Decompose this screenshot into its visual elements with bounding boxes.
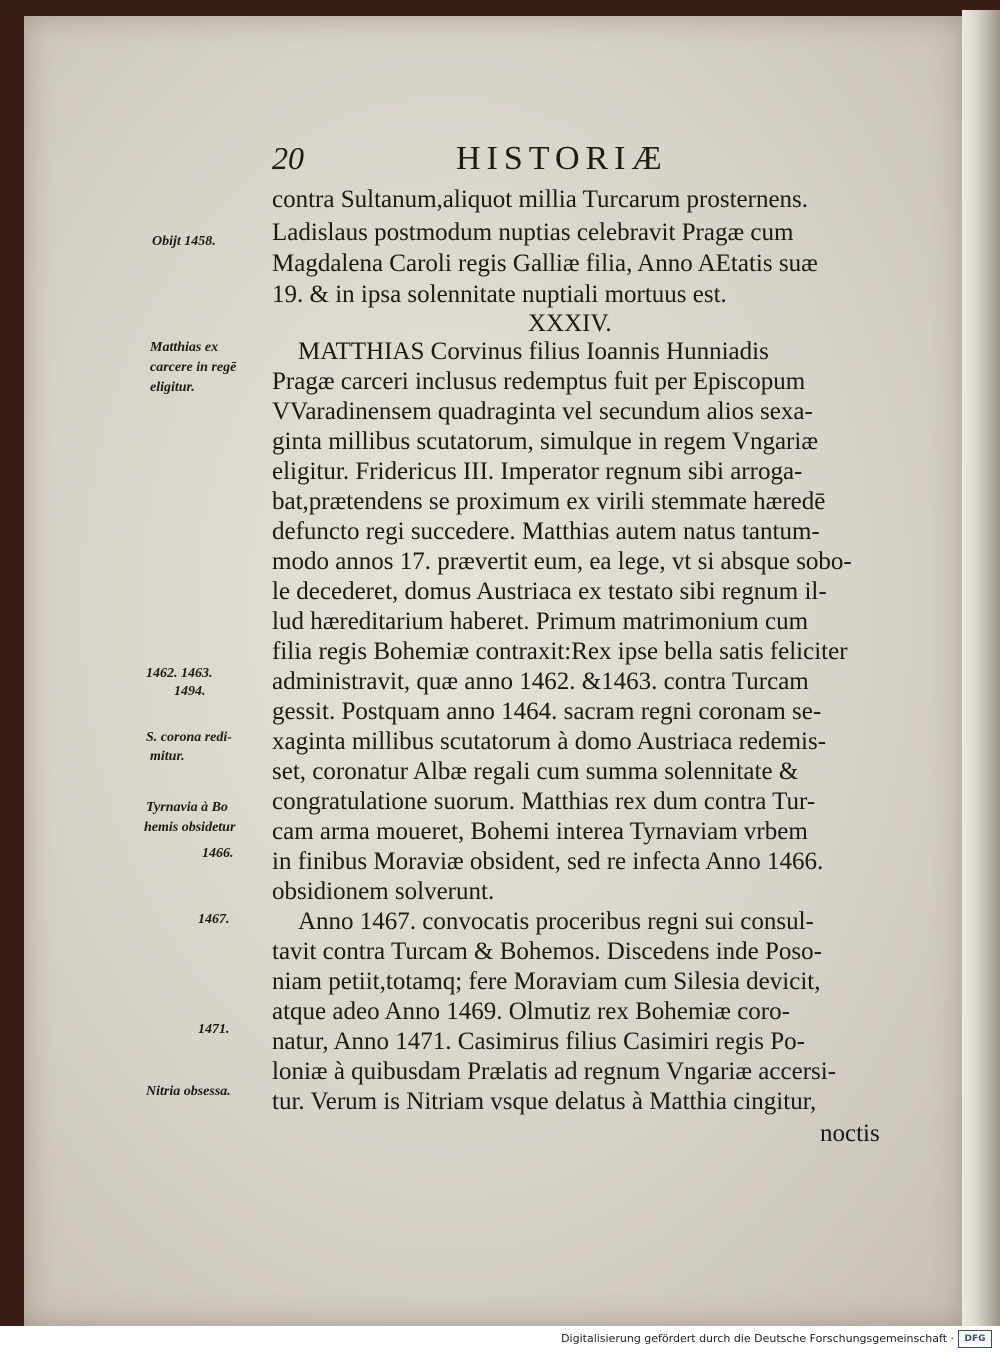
marginal-note: carcere in regē bbox=[150, 360, 237, 375]
text-line: eligitur. Fridericus III. Imperator regnum sibi arroga- bbox=[272, 458, 803, 485]
text-line: cam arma moueret, Bohemi interea Tyrnaviam vrbem bbox=[272, 818, 808, 845]
text-line: 19. & in ipsa solennitate nuptiali mortuus est. bbox=[272, 281, 727, 308]
text-line: MATTHIAS Corvinus filius Ioannis Hunniadis bbox=[298, 338, 769, 365]
text-line: administravit, quæ anno 1462. &1463. contra Turcam bbox=[272, 668, 809, 695]
text-line: le decederet, domus Austriaca ex testato sibi regnum il- bbox=[272, 578, 827, 605]
marginal-note: S. corona redi- bbox=[146, 730, 232, 745]
text-line: lud hæreditarium haberet. Primum matrimonium cum bbox=[272, 608, 809, 635]
text-line: congratulatione suorum. Matthias rex dum contra Tur- bbox=[272, 788, 816, 815]
marginal-note: eligitur. bbox=[150, 380, 195, 395]
text-line: obsidionem solverunt. bbox=[272, 878, 495, 905]
text-line: in finibus Moraviæ obsident, sed re infecta Anno 1466. bbox=[272, 848, 824, 875]
marginal-note: Nitria obsessa. bbox=[146, 1084, 231, 1099]
text-line: natur, Anno 1471. Casimirus filius Casimiri regis Po- bbox=[272, 1028, 806, 1055]
text-line: contra Sultanum,aliquot millia Turcarum prosternens. bbox=[272, 186, 809, 213]
text-line: atque adeo Anno 1469. Olmutiz rex Bohemiæ coro- bbox=[272, 998, 790, 1025]
running-title: HISTORIÆ bbox=[456, 140, 668, 177]
footer-bar bbox=[0, 1326, 1000, 1352]
text-line: tavit contra Turcam & Bohemos. Discedens inde Poso- bbox=[272, 938, 822, 965]
text-line: set, coronatur Albæ regali cum summa solennitate & bbox=[272, 758, 799, 785]
text-line: loniæ à quibusdam Prælatis ad regnum Vngariæ accersi- bbox=[272, 1058, 837, 1085]
marginal-note: 1494. bbox=[174, 684, 206, 699]
text-line: ginta millibus scutatorum, simulque in regem Vngariæ bbox=[272, 428, 818, 455]
marginal-note: Obijt 1458. bbox=[152, 234, 216, 249]
text-line: bat,prætendens se proximum ex virili stemmate hæredē bbox=[272, 488, 826, 515]
marginal-note: 1471. bbox=[198, 1022, 230, 1037]
text-line: defuncto regi succedere. Matthias autem natus tantum- bbox=[272, 518, 820, 545]
catchword: noctis bbox=[820, 1120, 880, 1147]
text-line: Pragæ carceri inclusus redemptus fuit per Episcopum bbox=[272, 368, 806, 395]
marginal-note: Tyrnavia à Bo bbox=[146, 800, 228, 815]
marginal-note: 1462. 1463. bbox=[146, 666, 213, 681]
text-line: Anno 1467. convocatis proceribus regni sui consul- bbox=[298, 908, 814, 935]
text-line: gessit. Postquam anno 1464. sacram regni coronam se- bbox=[272, 698, 822, 725]
text-line: tur. Verum is Nitriam vsque delatus à Matthia cingitur, bbox=[272, 1088, 817, 1115]
page-number: 20 bbox=[272, 140, 304, 176]
text-line: niam petiit,totamq; fere Moraviam cum Silesia devicit, bbox=[272, 968, 821, 995]
text-line: filia regis Bohemiæ contraxit:Rex ipse bella satis feliciter bbox=[272, 638, 848, 665]
dfg-logo: DFG bbox=[958, 1330, 992, 1348]
facing-page-edge bbox=[962, 10, 1000, 1330]
marginal-note: mitur. bbox=[150, 749, 185, 764]
footer-credit: Digitalisierung gefördert durch die Deutsche Forschungsgemeinschaft · bbox=[561, 1332, 954, 1345]
marginal-note: hemis obsidetur bbox=[144, 820, 236, 835]
marginal-note: 1466. bbox=[202, 846, 234, 861]
text-line: VVaradinensem quadraginta vel secundum alios sexa- bbox=[272, 398, 813, 425]
text-line: Ladislaus postmodum nuptias celebravit Pragæ cum bbox=[272, 219, 794, 246]
marginal-note: Matthias ex bbox=[150, 340, 219, 355]
chapter-number: XXXIV. bbox=[528, 310, 612, 337]
text-line: Magdalena Caroli regis Galliæ filia, Anno AEtatis suæ bbox=[272, 250, 818, 277]
text-line: modo annos 17. prævertit eum, ea lege, vt si absque sobo- bbox=[272, 548, 852, 575]
marginal-note: 1467. bbox=[198, 912, 230, 927]
text-line: xaginta millibus scutatorum à domo Austriaca redemis- bbox=[272, 728, 827, 755]
